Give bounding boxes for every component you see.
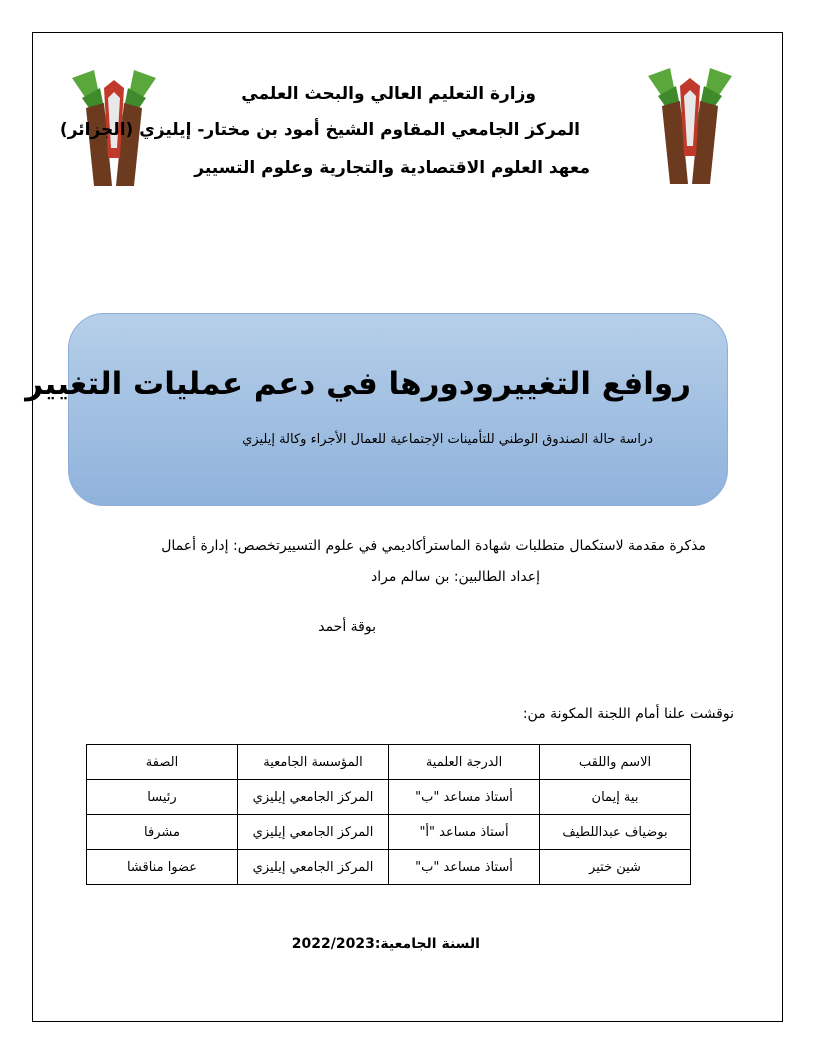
university-center-name: المركز الجامعي المقاوم الشيخ أمود بن مختار- إيليزي (الجزائر) — [59, 120, 580, 140]
table-cell: عضوا مناقشا — [87, 850, 238, 885]
students-line: إعداد الطالبين: بن سالم مراد — [371, 569, 540, 585]
table-cell: مشرفا — [87, 815, 238, 850]
title-box — [25, 313, 728, 506]
table-cell: المركز الجامعي إيليزي — [238, 815, 389, 850]
thesis-title: روافع التغييرودورها في دعم عمليات التغيير — [25, 366, 691, 402]
table-cell: رئيسا — [87, 780, 238, 815]
table-row — [87, 780, 691, 815]
table-cell: المركز الجامعي إيليزي — [238, 850, 389, 885]
table-cell: بوضياف عبداللطيف — [540, 815, 691, 850]
academic-year: السنة الجامعية:2022/2023 — [291, 936, 480, 952]
column-header: المؤسسة الجامعية — [238, 745, 389, 780]
second-student: بوقة أحمد — [318, 619, 376, 635]
column-header: الصفة — [87, 745, 238, 780]
table-cell: المركز الجامعي إيليزي — [238, 780, 389, 815]
table-cell: بية إيمان — [540, 780, 691, 815]
table-cell: شين ختير — [540, 850, 691, 885]
university-logo-right-icon — [640, 56, 740, 186]
thesis-subtitle: دراسة حالة الصندوق الوطني للتأمينات الإجتماعية للعمال الأجراء وكالة إيليزي — [242, 432, 653, 447]
table-cell: أستاذ مساعد "أ" — [389, 815, 540, 850]
column-header: الاسم واللقب — [540, 745, 691, 780]
column-header: الدرجة العلمية — [389, 745, 540, 780]
committee-table — [86, 744, 691, 885]
table-cell: أستاذ مساعد "ب" — [389, 780, 540, 815]
table-row — [87, 850, 691, 885]
table-row — [87, 815, 691, 850]
memo-purpose: مذكرة مقدمة لاستكمال متطلبات شهادة الماسترأكاديمي في علوم التسييرتخصص: إدارة أعمال — [161, 538, 706, 554]
committee-intro: نوقشت علنا أمام اللجنة المكونة من: — [522, 706, 734, 722]
table-header-row — [87, 745, 691, 780]
table-cell: أستاذ مساعد "ب" — [389, 850, 540, 885]
institute-name: معهد العلوم الاقتصادية والتجارية وعلوم التسيير — [194, 158, 590, 178]
ministry-name: وزارة التعليم العالي والبحث العلمي — [241, 84, 536, 104]
